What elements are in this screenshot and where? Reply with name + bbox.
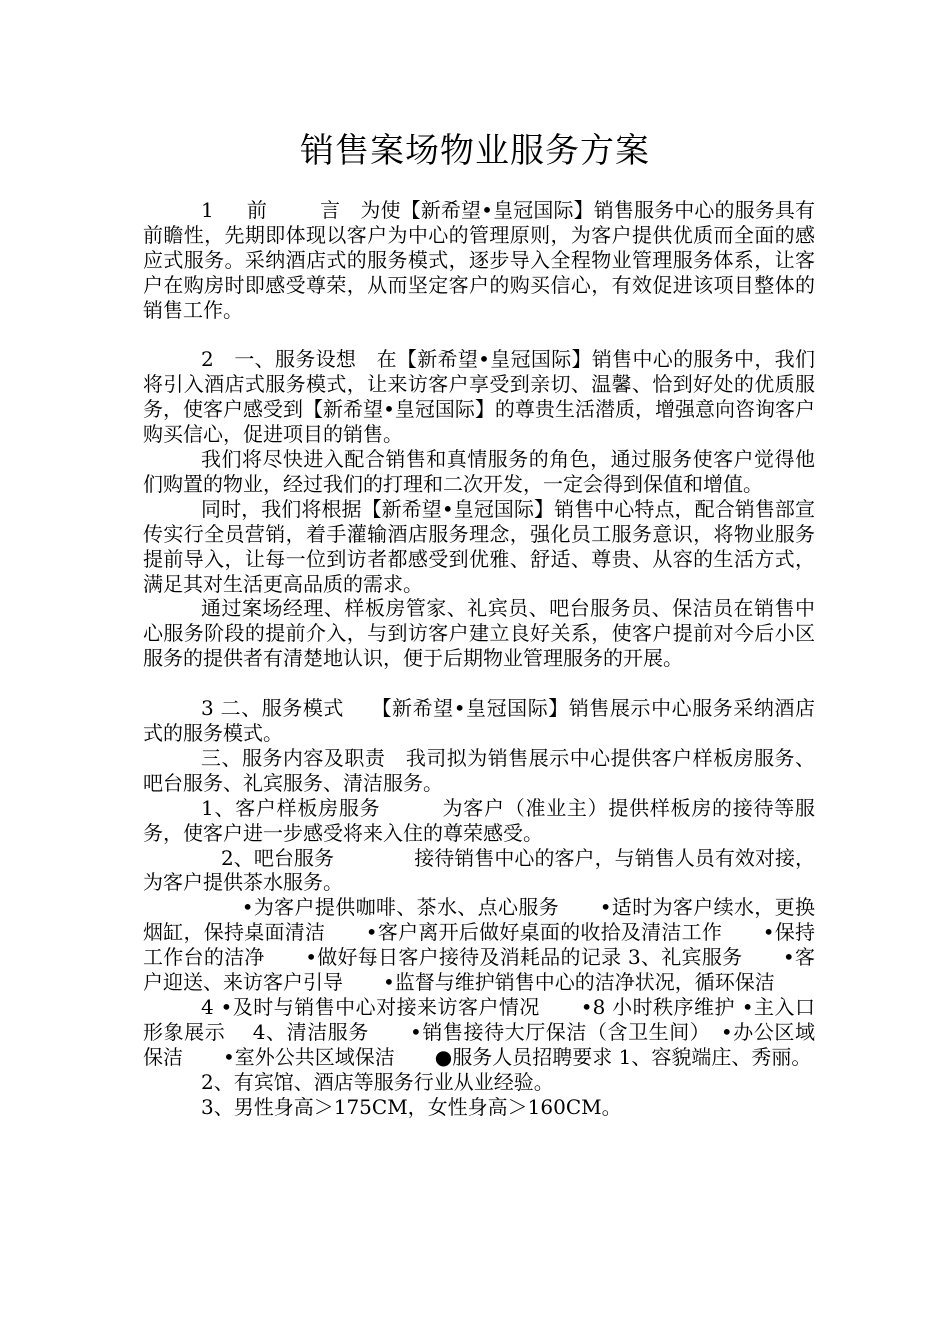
document-body <box>143 198 815 1120</box>
paragraph-order-cleaning-recruitment: 4 •及时与销售中心对接来访客户情况 •8 小时秩序维护 •主入口形象展示 4、清洁服务 •销售接待大厅保洁（含卫生间） •办公区域保洁 •室外公共区域保洁 ●服务人员招聘要求 1、容貌端庄、秀丽。 <box>143 994 815 1069</box>
paragraph-service-content: 三、服务内容及职责 我司拟为销售展示中心提供客户样板房服务、吧台服务、礼宾服务、清洁服务。 <box>143 745 815 795</box>
paragraph-service-mode: 3 二、服务模式 【新希望•皇冠国际】销售展示中心服务采纳酒店式的服务模式。 <box>143 696 815 745</box>
document-title: 销售案场物业服务方案 <box>300 131 650 171</box>
paragraph-requirement-experience: 2、有宾馆、酒店等服务行业从业经验。 <box>201 1069 554 1094</box>
paragraph-requirement-height: 3、男性身高＞175CM，女性身高＞160CM。 <box>201 1094 622 1119</box>
paragraph-sample-room-service: 1、客户样板房服务 为客户（准业主）提供样板房的接待等服务，使客户进一步感受将来入住的尊荣感受。 <box>143 795 815 845</box>
paragraph-preface: 1 前 言 为使【新希望•皇冠国际】销售服务中心的服务具有前瞻性，先期即体现以客户为中心的管理原则，为客户提供优质而全面的感应式服务。采纳酒店式的服务模式，逐步导入全程物业管理服务体系，让客户在购房时即感受尊荣，从而坚定客户的购买信心，有效促进该项目整体的销售工作。 <box>143 198 815 322</box>
paragraph-role: 我们将尽快进入配合销售和真情服务的角色，通过服务使客户觉得他们购置的物业，经过我们的打理和二次开发，一定会得到保值和增值。 <box>143 447 815 496</box>
paragraph-marketing: 同时，我们将根据【新希望•皇冠国际】销售中心特点，配合销售部宣传实行全员营销，着手灌输酒店服务理念，强化员工服务意识，将物业服务提前导入，让每一位到访者都感受到优雅、舒适、尊贵、从容的生活方式，满足其对生活更高品质的需求。 <box>143 496 815 596</box>
paragraph-bar-service: 2、吧台服务 接待销售中心的客户，与销售人员有效对接，为客户提供茶水服务。 <box>143 845 815 895</box>
paragraph-bar-duties: •为客户提供咖啡、茶水、点心服务 •适时为客户续水，更换烟缸，保持桌面清洁 •客户离开后做好桌面的收拾及清洁工作 •保持工作台的洁净 •做好每日客户接待及消耗品的记录 3、礼宾服务 •客户迎送、来访客户引导 •监督与维护销售中心的洁净状况，循环保洁 <box>143 895 815 995</box>
paragraph-service-concept: 2 一、服务设想 在【新希望•皇冠国际】销售中心的服务中，我们将引入酒店式服务模式，让来访客户享受到亲切、温馨、恰到好处的优质服务，使客户感受到【新希望•皇冠国际】的尊贵生活潜质，增强意向咨询客户购买信心，促进项目的销售。 <box>143 347 815 447</box>
paragraph-staff-intervention: 通过案场经理、样板房管家、礼宾员、吧台服务员、保洁员在销售中心服务阶段的提前介入，与到访客户建立良好关系，使客户提前对今后小区服务的提供者有清楚地认识，便于后期物业管理服务的开展。 <box>143 596 815 671</box>
